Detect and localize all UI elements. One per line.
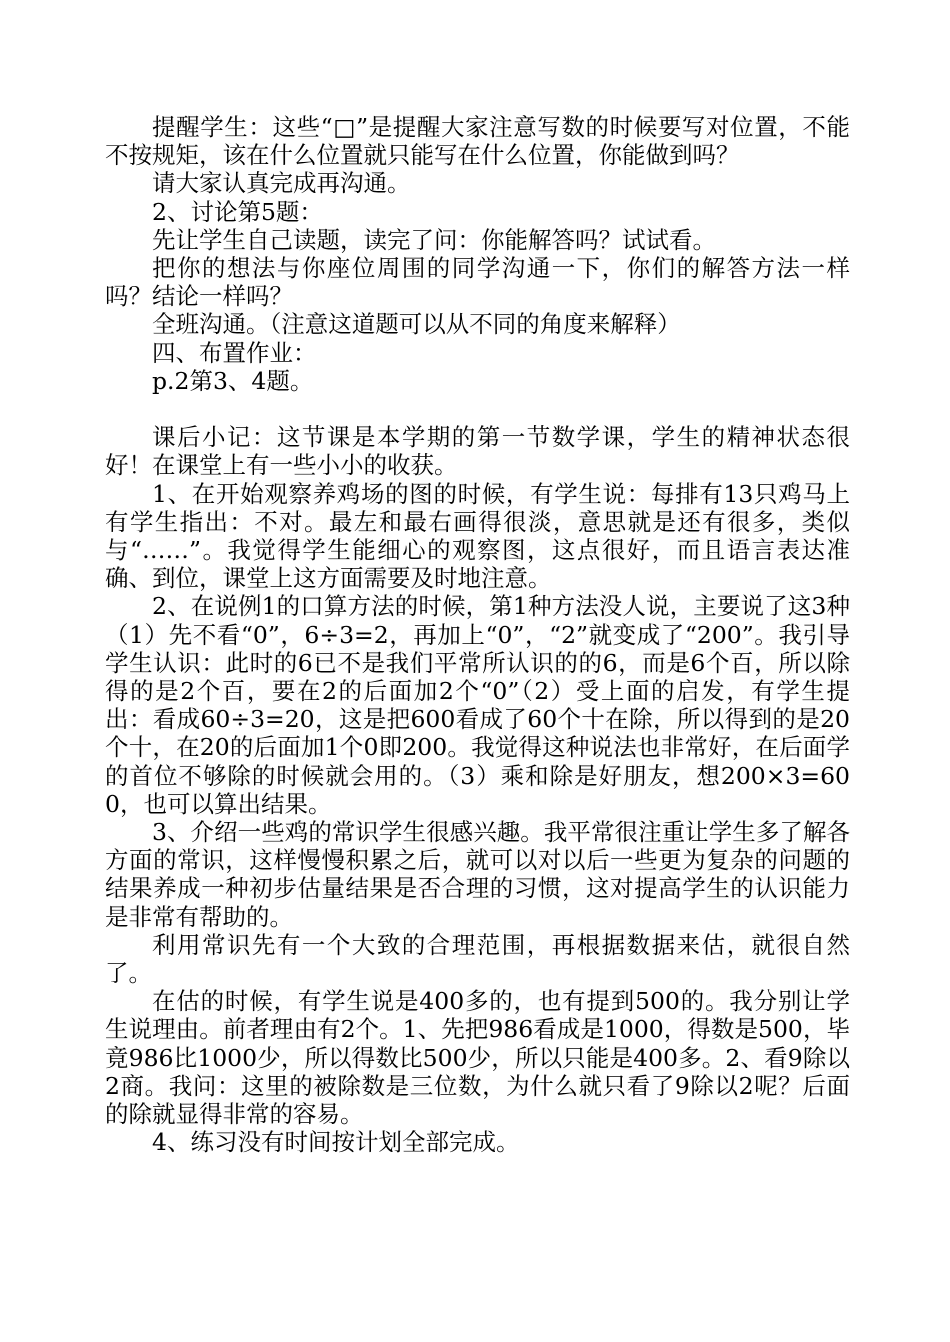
paragraph-reminder: 提醒学生：这些“□”是提醒大家注意写数的时候要写对位置，不能不按规矩，该在什么位置就只能写在什么位置，你能做到吗？ xyxy=(105,113,850,170)
paragraph-note-3: 3、介绍一些鸡的常识学生很感兴趣。我平常很注重让学生多了解各方面的常识，这样慢慢积累之后，就可以对以后一些更为复杂的问题的结果养成一种初步估量结果是否合理的习惯，这对提高学生的认识能力是非常有帮助的。 xyxy=(105,818,850,931)
paragraph-share-ideas: 把你的想法与你座位周围的同学沟通一下，你们的解答方法一样吗？结论一样吗？ xyxy=(105,254,850,311)
paragraph-read-question: 先让学生自己读题，读完了问：你能解答吗？试试看。 xyxy=(152,225,716,254)
paragraph-note-4: 4、练习没有时间按计划全部完成。 xyxy=(152,1128,520,1157)
paragraph-class-discussion: 全班沟通。（注意这道题可以从不同的角度来解释） xyxy=(152,310,681,339)
paragraph-homework-heading: 四、布置作业： xyxy=(152,338,317,367)
blank-line xyxy=(105,395,850,423)
paragraph-complete-then-discuss: 请大家认真完成再沟通。 xyxy=(152,169,411,198)
paragraph-homework-pages: p.2第3、4题。 xyxy=(152,366,314,395)
paragraph-estimation: 在估的时候，有学生说是400多的，也有提到500的。我分别让学生说理由。前者理由有2个。1、先把986看成是1000，得数是500，毕竟986比1000少，所以得数比500少，所以只能是400多。2、看9除以2商。我问：这里的被除数是三位数，为什么就只看了9除以2呢？后面的除就显得非常的容易。 xyxy=(105,987,850,1129)
paragraph-note-1: 1、在开始观察养鸡场的图的时候，有学生说：每排有13只鸡马上有学生指出：不对。最左和最右画得很淡，意思就是还有很多，类似与“……”。我觉得学生能细心的观察图，这点很好，而且语言表达准确、到位，课堂上这方面需要及时地注意。 xyxy=(105,479,850,593)
paragraph-discuss-question-5: 2、讨论第5题： xyxy=(152,197,323,226)
paragraph-note-2: 2、在说例1的口算方法的时候，第1种方法没人说，主要说了这3种（1）先不看“0”，6÷3=2，再加上“0”，“2”就变成了“200”。我引导学生认识：此时的6已不是我们平常所认识的的6，而是6个百，所以除得的是2个百，要在2的后面加2个“0”（2）受上面的启发，有学生提出：看成60÷3=20，这是把600看成了60个十在除，所以得到的是20个十，在20的后面加1个0即200。我觉得这种说法也非常好，在后面学的首位不够除的时候就会用的。（3）乘和除是好朋友，想200×3=600，也可以算出结果。 xyxy=(105,592,850,818)
paragraph-common-sense: 利用常识先有一个大致的合理范围，再根据数据来估，就很自然了。 xyxy=(105,930,850,988)
paragraph-after-class-notes: 课后小记：这节课是本学期的第一节数学课，学生的精神状态很好！在课堂上有一些小小的收获。 xyxy=(105,423,850,480)
